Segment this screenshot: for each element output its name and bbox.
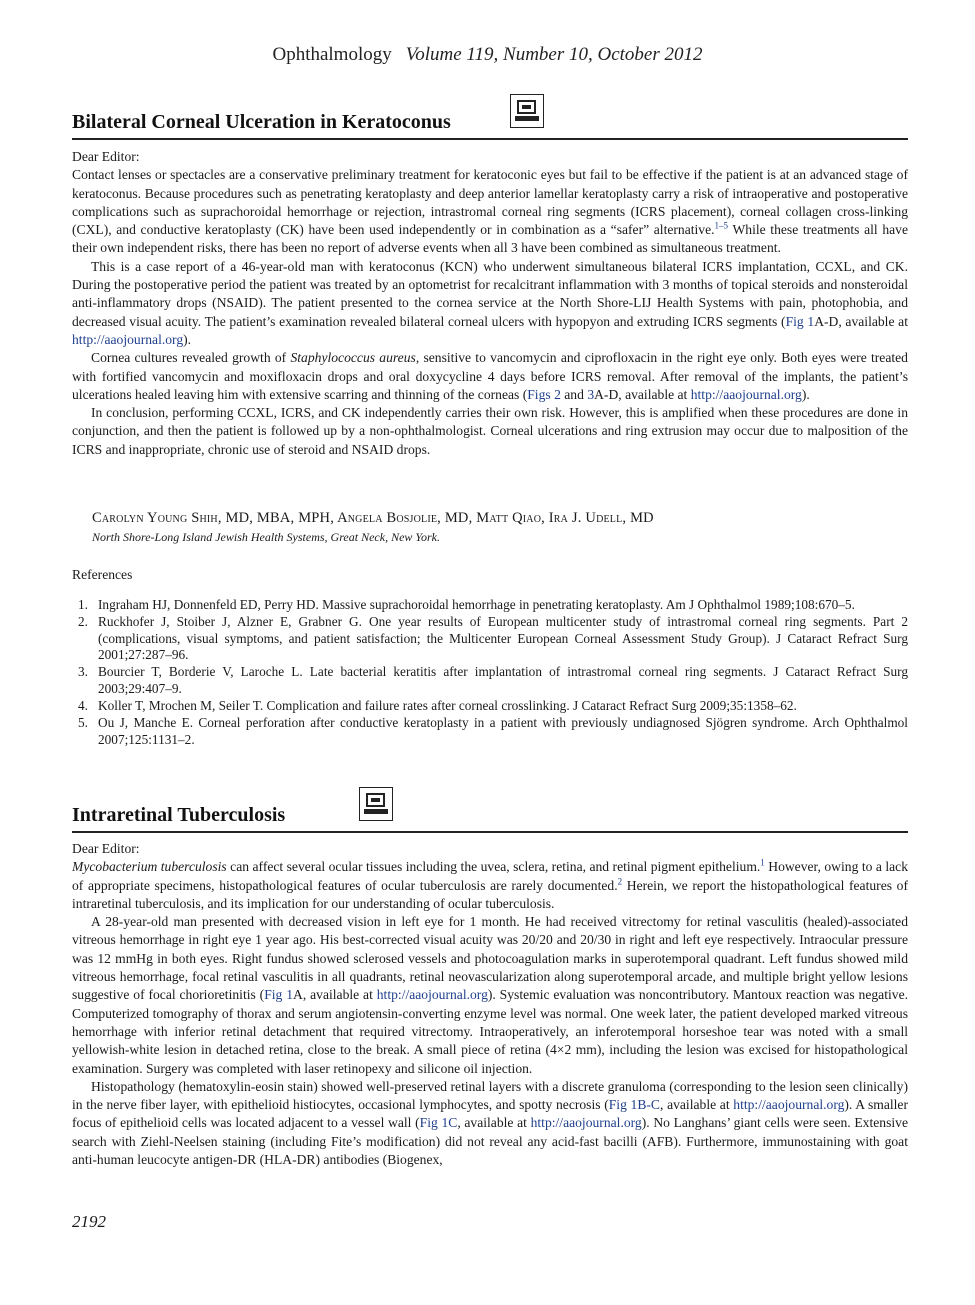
paragraph: This is a case report of a 46-year-old man with keratoconus (KCN) who underwent simultaneous bilateral ICRS implantation, CCXL, and CK. During the postoperative period the patient was treated by an optometrist for recalcitrant inflammation with 3 months of topical steroids and nonsteroidal anti-inflammatory drops (NSAID). The patient presented to the cornea service at the North Shore-LIJ Health Systems with pain, photophobia, and decreased visual acuity. The patient’s examination revealed bilateral corneal ulcers with hypopyon and extruding ICRS segments (Fig 1A-D, available at http://aaojournal.org). [72,258,908,347]
reference-item: 2. Ruckhofer J, Stoiber J, Alzner E, Grabner G. One year results of European multicenter study of intrastromal corneal ring segments. Part 2 (complications, visual symptoms, and patient satisfaction; the Multicenter European Corneal Assessment Study Group). J Cataract Refract Surg 2001;27:287–96. [78,614,908,663]
salutation: Dear Editor: [72,149,140,164]
salutation: Dear Editor: [72,841,140,856]
journal-url-link[interactable]: http://aaojournal.org [530,1115,642,1131]
reference-item: 5. Ou J, Manche E. Corneal perforation after conductive keratoplasty in a patient with previously undiagnosed Sjögren syndrome. Arch Ophthalmol 2007;125:1131–2. [78,715,908,747]
computer-icon[interactable] [510,94,544,128]
reference-item: 3. Bourcier T, Borderie V, Laroche L. Late bacterial keratitis after implantation of intrastromal corneal ring segments. J Cataract Refract Surg 2003;29:407–9. [78,664,908,696]
figure-link[interactable]: Fig 1B-C [608,1097,660,1113]
page-number: 2192 [72,1212,106,1231]
citation-link[interactable]: 1–5 [714,220,729,231]
reference-item: 4. Koller T, Mrochen M, Seiler T. Complication and failure rates after corneal crosslinking. J Cataract Refract Surg 2009;35:1358–62. [78,698,797,714]
volume-info: Volume 119, Number 10, October 2012 [405,44,703,65]
figure-link[interactable]: Fig 1 [785,313,815,329]
figure-link[interactable]: Fig 1 [264,987,294,1003]
article1-body [72,148,908,459]
journal-url-link[interactable]: http://aaojournal.org [733,1097,845,1113]
computer-icon[interactable] [359,787,393,821]
citation-link[interactable]: 1 [760,857,765,868]
reference-item: 1. Ingraham HJ, Donnenfeld ED, Perry HD. Massive suprachoroidal hemorrhage in penetrating keratoplasty. Am J Ophthalmol 1989;108:670–5. [78,597,855,612]
journal-url-link[interactable]: http://aaojournal.org [690,386,802,402]
paragraph: Contact lenses or spectacles are a conservative preliminary treatment for keratoconic eyes but fail to be effective if the patient is at an advanced stage of keratoconus. Because procedures such as penetrating keratoplasty and deep anterior lamellar keratoplasty carry a risk of intraoperative and postoperative complications such as suprachoroidal hemorrhage or rejection, intrastromal corneal ring segments (ICRS placement), corneal collagen cross-linking (CXL), and conductive keratoplasty (CK) have been used independently or in combination as a “safer” alternative.$^{1-5}$ While these treatments all have their own independent risks, there has been no report of adverse events when all 3 have been combined as simultaneous treatment. [72,167,909,256]
paragraph: Histopathology (hematoxylin-eosin stain) showed well-preserved retinal layers with a discrete granuloma (corresponding to the lesion seen clinically) in the nerve fiber layer, with epithelioid histiocytes, occasional lymphocytes, and spotty necrosis (Fig 1B-C, available at http://aaojournal.org). A smaller focus of epithelioid cells was located adjacent to a vessel wall (Fig 1C, available at http://aaojournal.org). No Langhans’ giant cells were seen. Extensive search with Ziehl-Neelsen staining (including Fite’s modification) did not reveal any acid-fast bacilli (AFB). Furthermore, immunostaining with goat anti-human leucocyte antigen-DR (HLA-DR) antibodies (Biogenex, [72,1078,908,1168]
journal-url-link[interactable]: http://aaojournal.org [376,987,488,1003]
paragraph: Cornea cultures revealed growth of Staphylococcus aureus, sensitive to vancomycin and ciprofloxacin in the right eye only. Both eyes were treated with fortified vancomycin and moxifloxacin drops and oral doxycycline 4 days before ICRS removal. After removal of the implants, the patient’s ulcerations healed leaving him with extensive scarring and thinning of the corneas (Figs 2 and 3A-D, available at http://aaojournal.org). [72,350,908,402]
paragraph: Mycobacterium tuberculosis can affect several ocular tissues including the uvea, sclera, retina, and retinal pigment epithelium.$^1$ However, owing to a lack of appropriate specimens, histopathological features of ocular tuberculosis are rarely documented.$^2$ Herein, we report the histopathological features of intraretinal tuberculosis, and its implication for our understanding of ocular tuberculosis. [72,857,909,911]
figure-link[interactable]: Figs 2 [527,386,561,402]
figure-link[interactable]: 3 [587,386,595,402]
references-heading: References [72,567,133,582]
affiliation: North Shore-Long Island Jewish Health Systems, Great Neck, New York. [92,530,440,544]
figure-link[interactable]: Fig 1C [419,1115,458,1131]
article1-title-bar [72,90,908,140]
article2-body [72,840,908,1169]
citation-link[interactable]: 2 [617,876,623,887]
journal-url-link[interactable]: http://aaojournal.org [72,331,184,347]
article2-title-bar [72,783,908,833]
author-list: Carolyn Young Shih, MD, MBA, MPH, Angela Bosjolie, MD, Matt Qiao, Ira J. Udell, MD [92,510,654,526]
article1-title: Bilateral Corneal Ulceration in Keratoconus [72,111,451,133]
journal-name: Ophthalmology [272,44,392,65]
paragraph: In conclusion, performing CCXL, ICRS, and CK independently carries their own risk. However, this is amplified when these procedures are done in conjunction, and then the patient is followed up by a non-ophthalmologist. Corneal ulcerations and ring extrusion may occur due to malposition of the ICRS and inappropriate, chronic use of steroid and NSAID drops. [72,405,908,457]
reference-list [72,597,908,749]
running-header [0,44,975,66]
article2-title: Intraretinal Tuberculosis [72,804,286,826]
paragraph: A 28-year-old man presented with decreased vision in left eye for 1 month. He had received vitrectomy for retinal vasculitis (healed)-associated vitreous hemorrhage in right eye 1 year ago. His best-corrected visual acuity was 20/20 and 20/30 in right and left eye respectively. Intraocular pressure was 12 mmHg in both eyes. Right fundus showed sclerosed vessels and photocoagulation marks in superotemporal quadrant. Left fundus showed mild vitreous hemorrhage, focal retinal vasculitis in all quadrants, retinal neovascularization along superotemporal arcade, and multiple bright yellow lesions suggestive of focal chorioretinitis (Fig 1A, available at http://aaojournal.org). Systemic evaluation was noncontributory. Mantoux reaction was negative. Computerized tomography of thorax and serum angiotensin-converting enzyme level was normal. One week later, the patient developed marked vitreous hemorrhage with inferior retinal detachment that required vitrectomy. Intraoperatively, an inferotemporal horseshoe tear was noted with a small yellowish-white lesion in detached retina, close to the break. A small piece of retina (4×2 mm), including the lesion was excised for histopathological examination. Surgery was completed with laser retinopexy and silicone oil injection. [72,914,908,1076]
